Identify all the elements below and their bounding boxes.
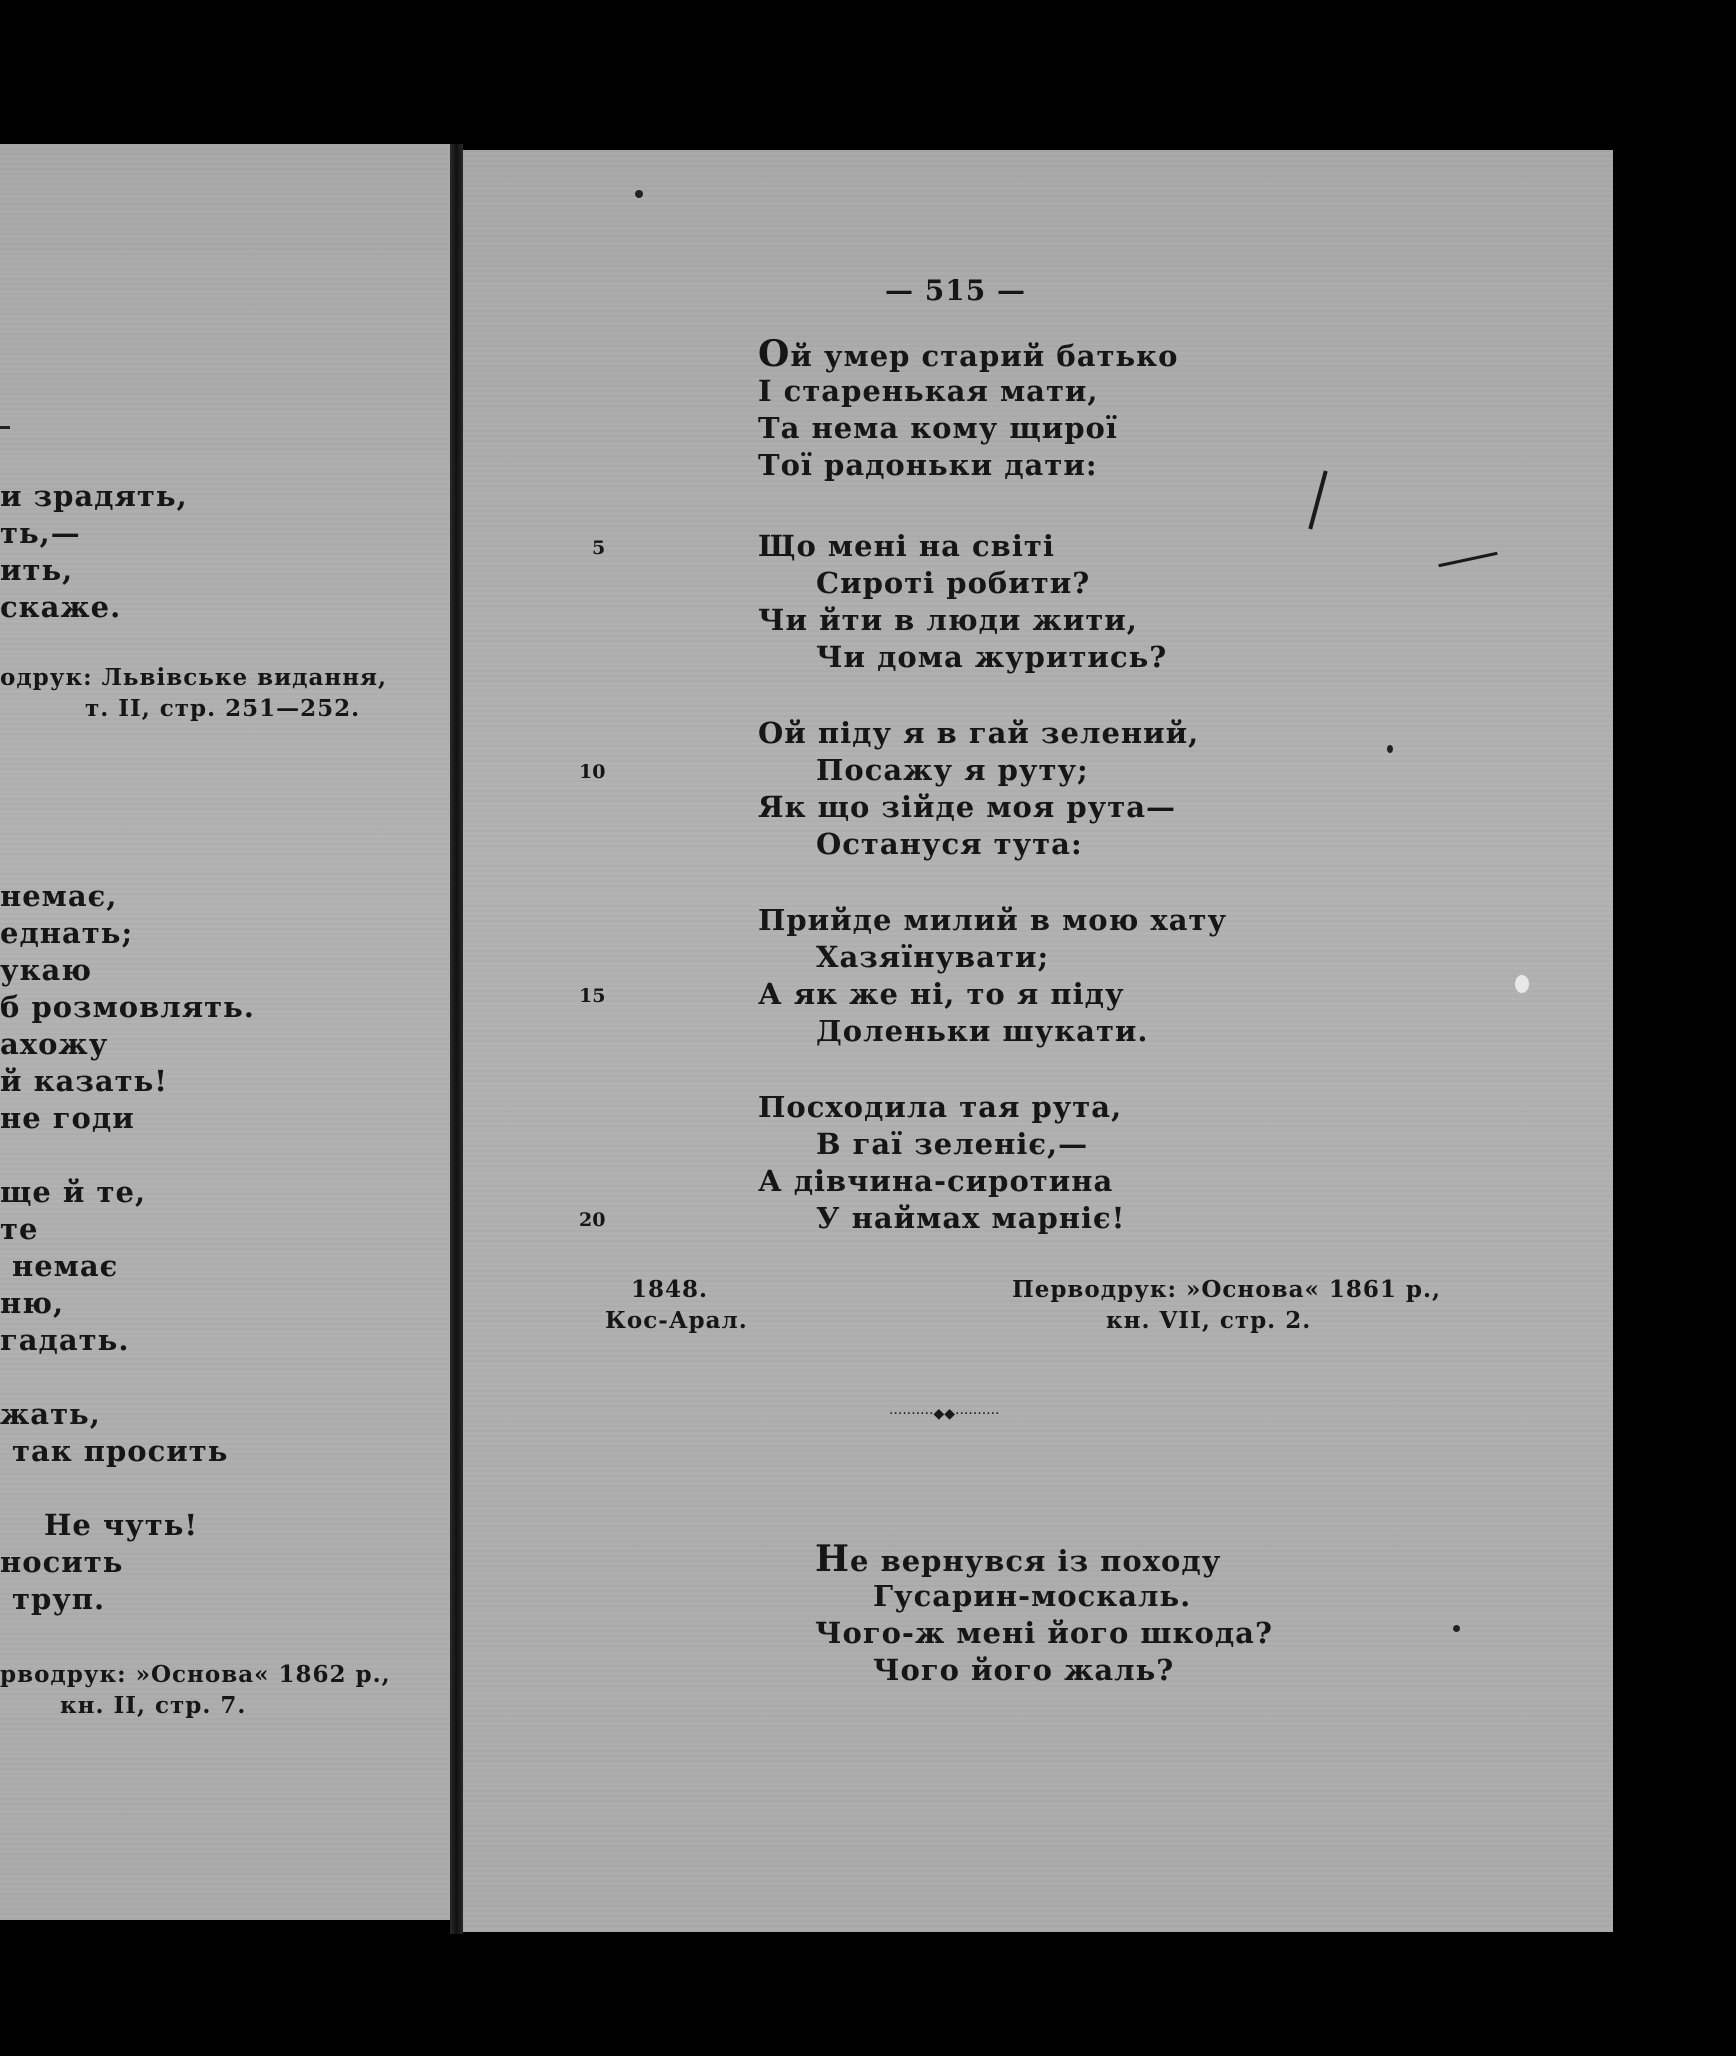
poem-line: Чого-ж мені його шкода? xyxy=(815,1616,1273,1650)
left-line: так просить xyxy=(12,1434,229,1468)
poem-line: Чи йти в люди жити, xyxy=(758,603,1138,637)
left-line: ще й те, xyxy=(0,1175,147,1209)
ink-speck xyxy=(1453,1625,1460,1632)
ink-scratch xyxy=(1308,471,1327,530)
drop-initial: О xyxy=(758,333,791,375)
poem-line: Та нема кому щирої xyxy=(758,411,1118,445)
left-line: труп. xyxy=(12,1582,106,1616)
right-page xyxy=(463,150,1613,1932)
left-divider xyxy=(0,426,10,429)
poem-line: В гаї зеленіє,— xyxy=(816,1127,1089,1161)
left-line: б розмовлять. xyxy=(0,990,255,1024)
poem-line: Чого його жаль? xyxy=(873,1653,1175,1687)
left-source: т. II, стр. 251—252. xyxy=(85,695,361,722)
left-line: скаже. xyxy=(0,590,122,624)
line-number: 20 xyxy=(579,1209,606,1231)
poem-source: кн. VII, стр. 2. xyxy=(1106,1307,1312,1334)
poem-line: Прийде милий в мою хату xyxy=(758,903,1228,937)
ornament-divider: ··········◆◆·········· xyxy=(889,1406,1000,1422)
poem-line xyxy=(815,1538,1222,1580)
poem-line: А дівчина-сиротина xyxy=(758,1164,1114,1198)
left-line: ить, xyxy=(0,553,74,587)
poem-line: Як що зійде моя рута— xyxy=(758,790,1176,824)
poem-line: Тої радоньки дати: xyxy=(758,448,1098,482)
ink-speck xyxy=(635,190,643,198)
left-line: й казать! xyxy=(0,1064,169,1098)
line-number: 10 xyxy=(579,761,606,783)
poem-source: Перводрук: »Основа« 1861 р., xyxy=(1012,1276,1441,1303)
poem-line: Посходила тая рута, xyxy=(758,1090,1123,1124)
poem-line: І старенькая мати, xyxy=(758,374,1099,408)
left-source: рводрук: »Основа« 1862 р., xyxy=(0,1661,391,1688)
left-line: немає xyxy=(12,1249,119,1283)
poem-line: Гусарин-москаль. xyxy=(873,1579,1192,1613)
left-line: жать, xyxy=(0,1397,101,1431)
poem-line: Посажу я руту; xyxy=(816,753,1089,787)
poem-line: Що мені на світі xyxy=(758,529,1055,563)
left-line: укаю xyxy=(0,953,93,987)
poem-line xyxy=(758,333,1179,375)
line-number: 5 xyxy=(592,537,606,559)
left-source: одрук: Львівське видання, xyxy=(0,664,388,691)
ink-speck xyxy=(1387,745,1393,753)
left-line: еднать; xyxy=(0,916,134,950)
poem-line: Остануся тута: xyxy=(816,827,1083,861)
left-line: и зрадять, xyxy=(0,479,188,513)
left-line: гадать. xyxy=(0,1323,130,1357)
left-line: немає, xyxy=(0,879,118,913)
poem-line: Хазяїнувати; xyxy=(816,940,1050,974)
left-line: те xyxy=(0,1212,39,1246)
page-number: — 515 — xyxy=(885,274,1026,307)
poem-place: Кос-Арал. xyxy=(605,1307,748,1334)
left-source: кн. II, стр. 7. xyxy=(60,1692,247,1719)
poem-line: Ой піду я в гай зелений, xyxy=(758,716,1200,750)
poem-line: У наймах марніє! xyxy=(816,1201,1126,1235)
paper-blotch xyxy=(1515,975,1529,993)
line-number: 15 xyxy=(579,985,606,1007)
poem-line: Сироті робити? xyxy=(816,566,1091,600)
book-gutter xyxy=(450,144,463,1934)
left-line: ню, xyxy=(0,1286,65,1320)
left-line: Не чуть! xyxy=(44,1508,199,1542)
left-page xyxy=(0,144,450,1920)
left-line: не годи xyxy=(0,1101,135,1135)
poem-line-rest: й умер старий батько xyxy=(790,339,1179,373)
ink-scratch xyxy=(1438,552,1497,567)
left-line: ть,— xyxy=(0,516,81,550)
poem-line: Доленьки шукати. xyxy=(816,1014,1149,1048)
drop-initial: Н xyxy=(815,1538,851,1580)
left-line: носить xyxy=(0,1545,124,1579)
left-line: ахожу xyxy=(0,1027,109,1061)
poem-line: А як же ні, то я піду xyxy=(758,977,1125,1011)
poem-line: Чи дома журитись? xyxy=(816,640,1168,674)
poem-line-rest: е вернувся із походу xyxy=(850,1544,1222,1578)
poem-date: 1848. xyxy=(631,1276,709,1303)
